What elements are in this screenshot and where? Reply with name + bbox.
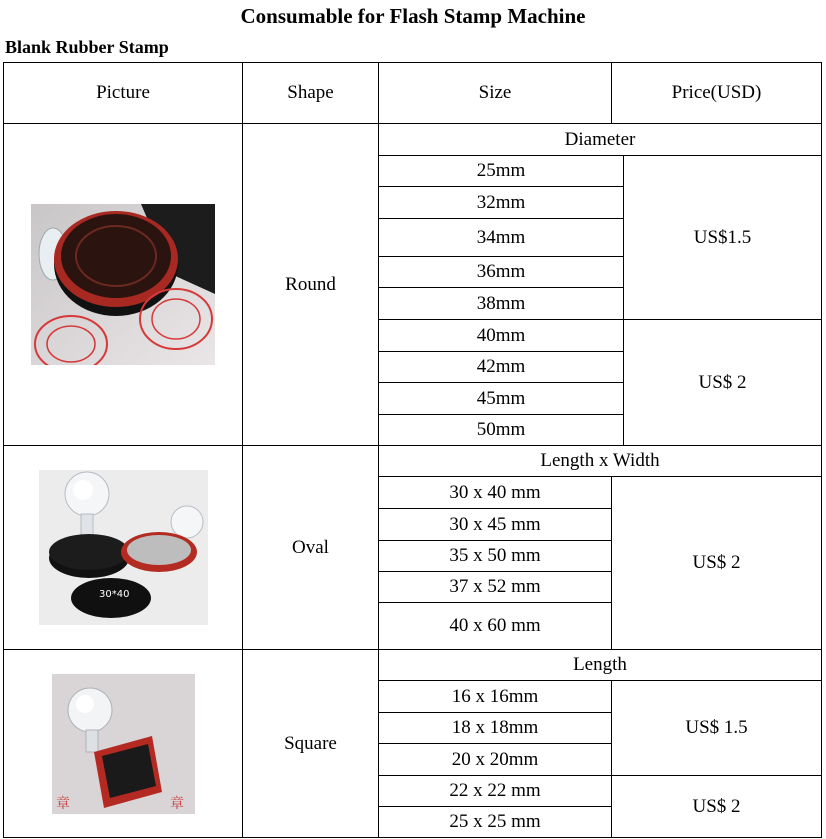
header-picture: Picture xyxy=(96,82,150,103)
rule xyxy=(821,62,822,838)
size-type-diameter: Diameter xyxy=(564,128,636,150)
size-cell: 36mm xyxy=(476,261,526,282)
size-cell: 25mm xyxy=(476,160,526,181)
oval-photo-caption: 30*40 xyxy=(99,589,130,600)
square-stamp-photo xyxy=(52,674,195,814)
round-stamp-photo xyxy=(31,204,215,365)
shape-round: Round xyxy=(285,273,336,295)
section-subtitle: Blank Rubber Stamp xyxy=(5,37,169,57)
square-photo-seal-char: 章 xyxy=(170,796,184,812)
size-cell: 20 x 20mm xyxy=(451,748,539,770)
header-shape: Shape xyxy=(287,82,334,103)
square-photo-seal-char: 章 xyxy=(56,796,70,812)
shape-oval: Oval xyxy=(292,536,329,558)
price-cell: US$ 2 xyxy=(692,552,741,573)
size-cell: 40mm xyxy=(476,324,526,346)
size-cell: 37 x 52 mm xyxy=(449,576,541,597)
size-cell: 16 x 16mm xyxy=(451,685,539,707)
size-type-length: Length xyxy=(573,654,627,675)
size-type-length-width: Length x Width xyxy=(540,450,660,471)
rule xyxy=(3,837,822,838)
size-cell: 42mm xyxy=(476,356,526,377)
size-cell: 32mm xyxy=(476,191,526,213)
rule xyxy=(3,62,4,838)
size-cell: 40 x 60 mm xyxy=(449,615,541,636)
size-cell: 18 x 18mm xyxy=(451,717,539,738)
price-cell: US$ 2 xyxy=(692,795,741,817)
size-cell: 30 x 45 mm xyxy=(449,513,541,535)
price-cell: US$ 2 xyxy=(698,371,747,393)
size-cell: 30 x 40 mm xyxy=(449,481,541,503)
size-cell: 38mm xyxy=(476,292,526,314)
size-cell: 35 x 50 mm xyxy=(449,545,541,566)
size-cell: 34mm xyxy=(476,226,526,248)
size-cell: 45mm xyxy=(476,387,526,409)
size-cell: 22 x 22 mm xyxy=(449,780,541,801)
price-cell: US$1.5 xyxy=(693,226,752,248)
shape-square: Square xyxy=(284,732,337,754)
header-size: Size xyxy=(478,82,512,103)
price-cell: US$ 1.5 xyxy=(685,717,748,738)
size-cell: 25 x 25 mm xyxy=(449,811,541,832)
oval-stamp-photo xyxy=(39,470,208,625)
header-price: Price(USD) xyxy=(671,82,762,103)
size-cell: 50mm xyxy=(476,419,526,440)
document-title: Consumable for Flash Stamp Machine xyxy=(240,4,586,28)
